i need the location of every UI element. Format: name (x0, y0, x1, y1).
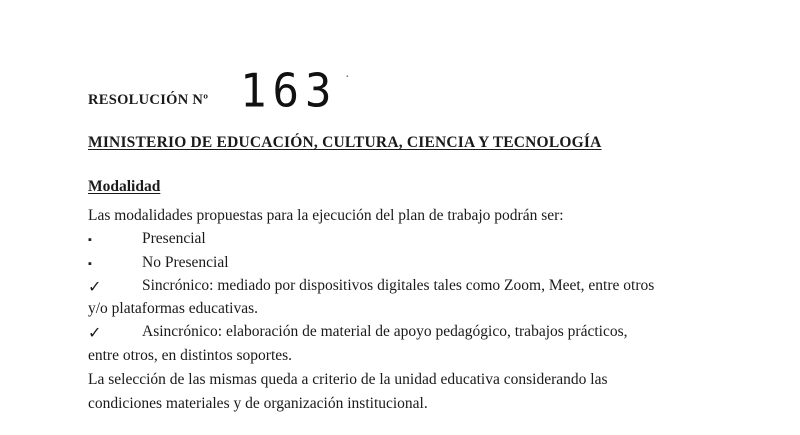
list-item: No Presencial (142, 254, 229, 271)
list-item: Asincrónico: elaboración de material de apoyo pedagógico, trabajos prácticos, (142, 323, 628, 340)
intro-paragraph: Las modalidades propuestas para la ejecución del plan de trabajo podrán ser: (88, 207, 564, 224)
list-item: Presencial (142, 230, 206, 247)
checkmark-icon: ✓ (88, 279, 102, 296)
list-item-continuation: entre otros, en distintos soportes. (88, 347, 293, 364)
checkmark-icon: ✓ (88, 325, 102, 342)
resolution-number: 163 (240, 64, 338, 119)
stamp-dot: · (345, 70, 350, 85)
section-title: Modalidad (88, 178, 161, 195)
closing-paragraph-line: condiciones materiales y de organización institucional. (88, 395, 428, 412)
square-bullet-icon: ▪ (88, 258, 92, 270)
list-item: Sincrónico: mediado por dispositivos digitales tales como Zoom, Meet, entre otros (142, 277, 655, 294)
square-bullet-icon: ▪ (88, 234, 92, 246)
closing-paragraph-line: La selección de las mismas queda a criterio de la unidad educativa considerando las (88, 371, 608, 388)
resolution-label: RESOLUCIÓN Nº (88, 92, 209, 108)
list-item-continuation: y/o plataformas educativas. (88, 300, 259, 317)
ministry-heading: MINISTERIO DE EDUCACIÓN, CULTURA, CIENCIA Y TECNOLOGÍA (88, 134, 602, 151)
